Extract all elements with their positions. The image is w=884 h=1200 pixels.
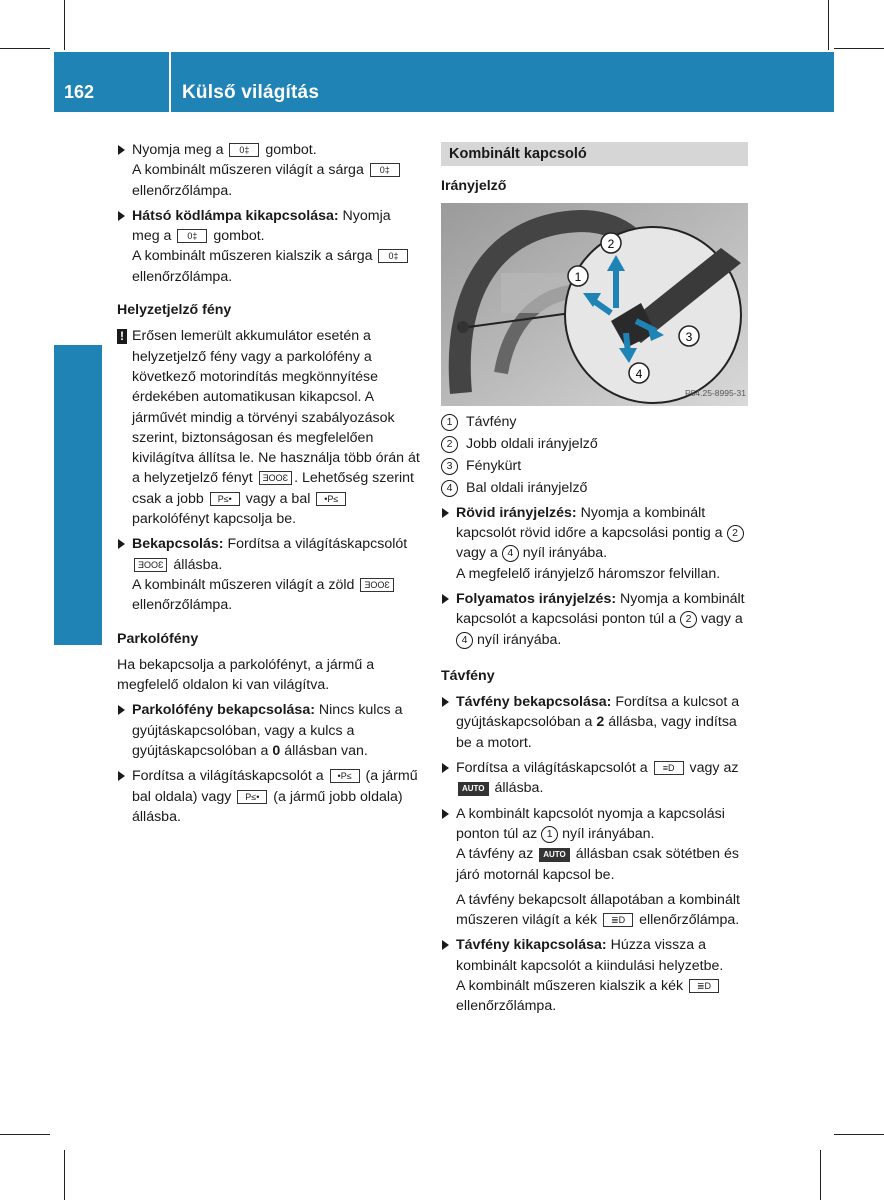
- page-header: [54, 52, 834, 112]
- chapter-tab-label: Világítás és ablaktörlők: [67, 409, 88, 621]
- crop-mark: [0, 48, 50, 49]
- list-item: Nyomja meg a 0‡ gombot. A kombinált műszeren világít a sárga 0‡ ellenőrzőlámpa.: [117, 140, 422, 201]
- parking-lights-icon: ƎOOƐ: [360, 578, 393, 592]
- fog-lamp-icon: 0‡: [370, 163, 400, 177]
- parking-lights-icon: ƎOOƐ: [134, 558, 167, 572]
- section-heading: Távfény: [441, 667, 495, 684]
- list-item: Bekapcsolás: Fordítsa a világításkapcsolót ƎOOƐ állásba. A kombinált műszeren világít a zöld ƎOOƐ ellenőrzőlámpa.: [117, 534, 422, 615]
- paragraph: Ha bekapcsolja a parkolófényt, a jármű a megfelelő oldalon ki van világítva.: [117, 656, 375, 694]
- list-item: Fordítsa a világításkapcsolót a ≡D vagy az AUTO állásba.: [441, 758, 748, 799]
- crop-mark: [64, 0, 65, 50]
- crop-mark: [828, 0, 829, 50]
- auto-light-icon: AUTO: [539, 848, 570, 862]
- parking-lights-icon: ƎOOƐ: [259, 471, 292, 485]
- left-column: [117, 140, 422, 832]
- right-parking-lamp-icon: P≤•: [237, 790, 267, 804]
- page-number: 162: [64, 82, 95, 102]
- section-title: Kombinált kapcsoló: [441, 142, 748, 166]
- left-parking-lamp-icon: •P≤: [316, 492, 346, 506]
- crop-mark: [0, 1134, 50, 1135]
- list-item: Hátsó ködlámpa kikapcsolása: Nyomja meg a 0‡ gombot. A kombinált műszeren kialszik a sárga 0‡ ellenőrzőlámpa.: [117, 206, 422, 287]
- high-beam-icon: ≣D: [603, 913, 633, 927]
- list-item: Parkolófény bekapcsolása: Nincs kulcs a gyújtáskapcsolóban, vagy a kulcs a gyújtáskapcsolóban a 0 állásban van.: [117, 700, 422, 761]
- header-divider: [169, 52, 171, 112]
- crop-mark: [820, 1150, 821, 1200]
- low-beam-icon: ≡D: [654, 761, 684, 775]
- list-item: Távfény bekapcsolása: Fordítsa a kulcsot a gyújtáskapcsolóban a 2 állásba, vagy indítsa be a motort.: [441, 692, 748, 753]
- section-heading: Helyzetjelző fény: [117, 302, 232, 319]
- section-heading: Irányjelző: [441, 178, 507, 195]
- list-item: Rövid irányjelzés: Nyomja a kombinált kapcsolót rövid időre a kapcsolási pontig a 2 vagy a 4 nyíl irányába. A megfelelő irányjelző háromszor felvillan.: [441, 503, 748, 584]
- right-column: [441, 140, 748, 1022]
- steering-wheel-illustration: [441, 203, 748, 406]
- fog-lamp-icon: 0‡: [177, 229, 207, 243]
- legend-item: 2 Jobb oldali irányjelző: [441, 434, 748, 454]
- crop-mark: [64, 1150, 65, 1200]
- list-item: Folyamatos irányjelzés: Nyomja a kombinált kapcsolót a kapcsolási ponton túl a 2 vagy a 4 nyíl irányába.: [441, 589, 748, 650]
- auto-light-icon: AUTO: [458, 782, 489, 796]
- callout-1: 1: [574, 269, 582, 284]
- callout-2: 2: [607, 236, 615, 251]
- right-parking-lamp-icon: P≤•: [210, 492, 240, 506]
- crop-mark: [834, 48, 884, 49]
- figure-legend: [441, 412, 748, 499]
- warning-icon: !: [117, 329, 127, 344]
- callout-4: 4: [635, 366, 643, 381]
- fog-lamp-icon: 0‡: [378, 249, 408, 263]
- section-heading: Parkolófény: [117, 630, 199, 647]
- fog-lamp-icon: 0‡: [229, 143, 259, 157]
- left-parking-lamp-icon: •P≤: [330, 769, 360, 783]
- legend-item: 3 Fénykürt: [441, 456, 748, 476]
- warning-note: ! Erősen lemerült akkumulátor esetén a helyzetjelző fény vagy a parkolófény a következő motorindítás megkönnyítése érdekében automatikusan kikapcsol. A járművét mindig a törvényi szabályozások szerint, biztonságosan és megfelelően kivilágítva állítsa le. Ne használja több órán át a helyzetjelző fényt ƎOOƐ . Lehetőség szerint csak a jobb P≤• vagy a bal •P≤ parkolófényt kapcsolja be.: [117, 326, 422, 529]
- list-item: Távfény kikapcsolása: Húzza vissza a kombinált kapcsolót a kiindulási helyzetbe. A kombinált műszeren kialszik a kék ≣D ellenőrzőlámpa.: [441, 935, 748, 1016]
- legend-item: 4 Bal oldali irányjelző: [441, 478, 748, 498]
- page-title: Külső világítás: [182, 82, 320, 103]
- high-beam-icon: ≣D: [689, 979, 719, 993]
- combination-switch-figure: [441, 203, 748, 406]
- list-item: Fordítsa a világításkapcsolót a •P≤ (a jármű bal oldala) vagy P≤• (a jármű jobb oldala) állásba.: [117, 766, 422, 827]
- figure-id: P54.25-8995-31: [685, 388, 746, 399]
- legend-item: 1 Távfény: [441, 412, 748, 432]
- crop-mark: [834, 1134, 884, 1135]
- callout-3: 3: [685, 329, 693, 344]
- list-item: A kombinált kapcsolót nyomja a kapcsolási ponton túl az 1 nyíl irányában. A távfény az AUTO állásban csak sötétben és járó motornál kapcsol be. A távfény bekapcsolt állapotában a kombinált műszeren világít a kék ≣D ellenőrzőlámpa.: [441, 804, 748, 931]
